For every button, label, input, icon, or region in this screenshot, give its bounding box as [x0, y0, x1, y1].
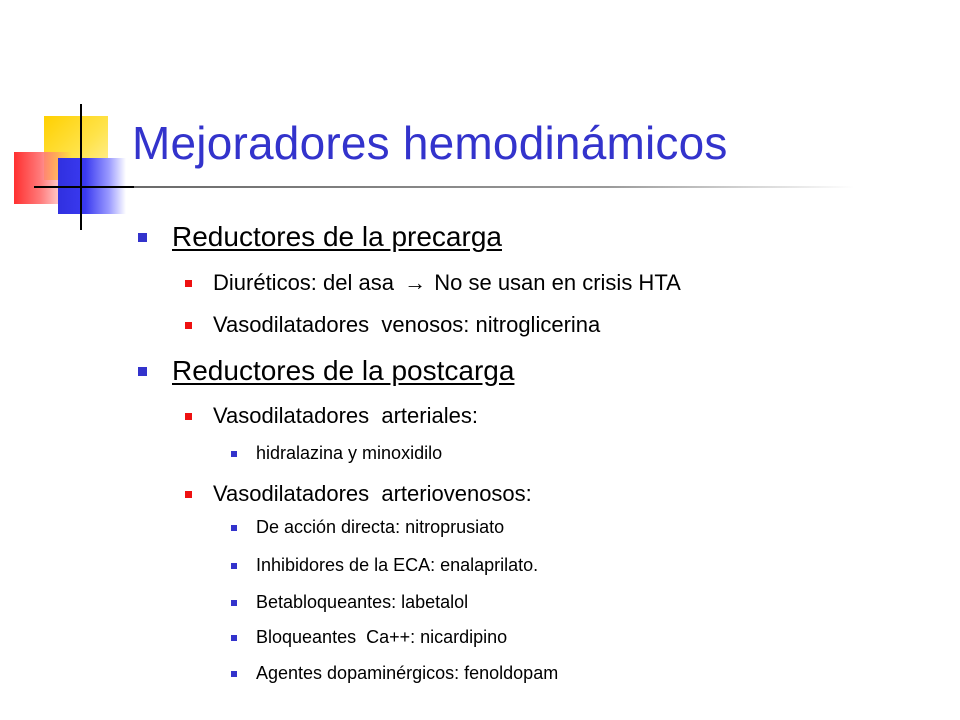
square-bullet-icon	[231, 451, 237, 457]
square-bullet-icon	[138, 233, 147, 242]
sublist-item	[256, 443, 442, 464]
section-heading-precarga	[172, 221, 502, 253]
section-heading-text: Reductores de la postcarga	[172, 355, 515, 386]
list-item-diureticos	[213, 270, 681, 296]
sublist-item-text: Bloqueantes Ca++: nicardipino	[256, 627, 508, 647]
sublist-item-text: Inhibidores de la ECA: enalaprilato.	[256, 555, 539, 575]
square-bullet-icon	[231, 563, 237, 569]
list-item-text: Vasodilatadores arteriovenosos:	[213, 481, 532, 506]
square-bullet-icon	[231, 525, 237, 531]
square-bullet-icon	[185, 413, 192, 420]
sublist-item	[256, 555, 538, 576]
list-item-text: No se usan en crisis HTA	[434, 270, 681, 295]
list-item-vasodilatadores-arteriovenosos	[213, 481, 532, 507]
section-heading-text: Reductores de la precarga	[172, 221, 502, 252]
sublist-item	[256, 663, 558, 684]
sublist-item	[256, 517, 504, 538]
sublist-item-text: De acción directa: nitroprusiato	[256, 517, 505, 537]
right-arrow-icon: →	[404, 270, 427, 295]
square-bullet-icon	[231, 671, 237, 677]
sublist-item-text: Betabloqueantes: labetalol	[256, 592, 469, 612]
square-bullet-icon	[185, 280, 192, 287]
section-heading-postcarga	[172, 355, 514, 387]
list-item-vasodilatadores-venosos	[213, 312, 600, 338]
sublist-item	[256, 592, 468, 613]
list-item-vasodilatadores-arteriales	[213, 403, 478, 429]
square-bullet-icon	[231, 600, 237, 606]
list-item-text: Vasodilatadores arteriales:	[213, 403, 478, 428]
sublist-item-text: hidralazina y minoxidilo	[256, 443, 443, 463]
list-item-text: Diuréticos: del asa	[213, 270, 394, 295]
sublist-item-text: Agentes dopaminérgicos: fenoldopam	[256, 663, 559, 683]
square-bullet-icon	[138, 367, 147, 376]
slide-title: Mejoradores hemodinámicos	[132, 117, 728, 169]
square-bullet-icon	[185, 491, 192, 498]
sublist-item	[256, 627, 507, 648]
square-bullet-icon	[185, 322, 192, 329]
square-bullet-icon	[231, 635, 237, 641]
list-item-text: Vasodilatadores venosos: nitroglicerina	[213, 312, 601, 337]
